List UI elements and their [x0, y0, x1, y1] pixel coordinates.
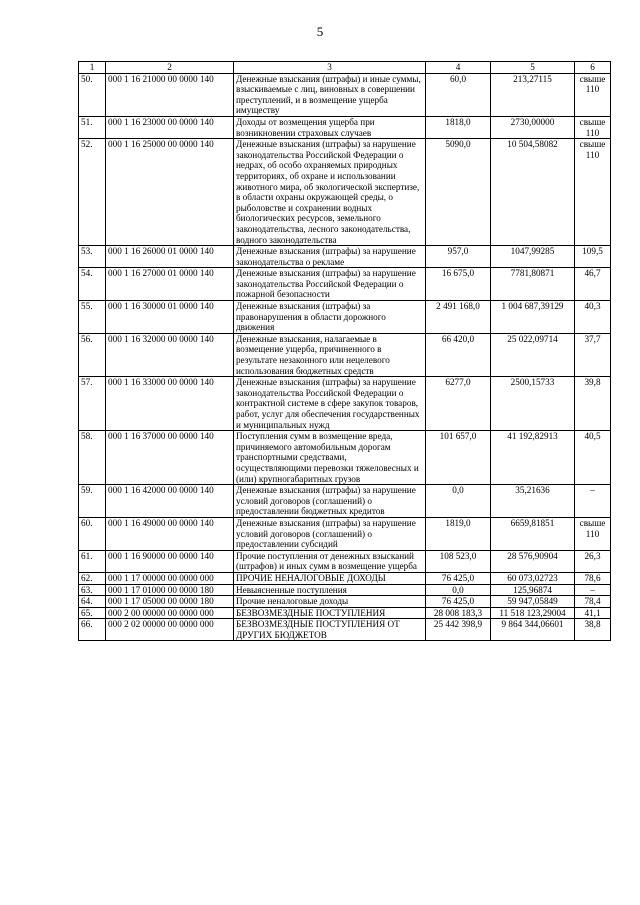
budget-code: 000 2 02 00000 00 0000 000 [106, 619, 234, 641]
row-number: 63. [79, 584, 106, 596]
table-row [79, 607, 611, 619]
execution-percent: 78,4 [575, 596, 611, 608]
planned-amount: 5090,0 [426, 139, 491, 246]
execution-percent: 41,1 [575, 607, 611, 619]
execution-percent: свыше 110 [575, 116, 611, 138]
budget-code: 000 1 16 26000 01 0000 140 [106, 246, 234, 268]
revenue-name: Прочие неналоговые доходы [234, 596, 426, 608]
execution-percent: – [575, 485, 611, 518]
table-row [79, 431, 611, 485]
revenue-name: Денежные взыскания (штрафы) за нарушение условий договоров (соглашений) о предоставлении бюджетных кредитов [234, 485, 426, 518]
row-number: 62. [79, 572, 106, 584]
actual-amount: 213,27115 [491, 73, 575, 116]
actual-amount: 1047,99285 [491, 246, 575, 268]
planned-amount: 0,0 [426, 485, 491, 518]
table-row [79, 268, 611, 301]
planned-amount: 76 425,0 [426, 572, 491, 584]
revenue-name: Невыясненные поступления [234, 584, 426, 596]
table-row [79, 73, 611, 116]
table-row [79, 584, 611, 596]
execution-percent: 26,3 [575, 550, 611, 572]
row-number: 53. [79, 246, 106, 268]
budget-code: 000 1 16 30000 01 0000 140 [106, 301, 234, 334]
planned-amount: 6277,0 [426, 377, 491, 431]
execution-percent: 37,7 [575, 333, 611, 376]
row-number: 61. [79, 550, 106, 572]
row-number: 56. [79, 333, 106, 376]
row-number: 52. [79, 139, 106, 246]
actual-amount: 59 947,05849 [491, 596, 575, 608]
execution-percent: 46,7 [575, 268, 611, 301]
revenue-name: Денежные взыскания (штрафы) за нарушение условий договоров (соглашений) о предоставлении субсидий [234, 517, 426, 550]
revenue-name: ПРОЧИЕ НЕНАЛОГОВЫЕ ДОХОДЫ [234, 572, 426, 584]
planned-amount: 957,0 [426, 246, 491, 268]
budget-code: 000 1 16 42000 00 0000 140 [106, 485, 234, 518]
budget-code: 000 1 17 01000 00 0000 180 [106, 584, 234, 596]
table-row [79, 517, 611, 550]
revenue-name: Денежные взыскания (штрафы) за нарушение законодательства Российской Федерации о недрах, об особо охраняемых природных территориях, об охране и использовании животного мира, об экологической экспертизе, в области охраны окружающей среды, о рыболовстве и сохранении водных биологических ресурсов, земельного законодательства, лесного законодательства, водного законодательства [234, 139, 426, 246]
column-header: 1 [79, 62, 106, 74]
planned-amount: 0,0 [426, 584, 491, 596]
revenue-name: Денежные взыскания (штрафы) за правонарушения в области дорожного движения [234, 301, 426, 334]
actual-amount: 35,21636 [491, 485, 575, 518]
row-number: 65. [79, 607, 106, 619]
row-number: 64. [79, 596, 106, 608]
planned-amount: 16 675,0 [426, 268, 491, 301]
revenue-name: Денежные взыскания, налагаемые в возмещение ущерба, причиненного в результате незаконного или нецелевого использования бюджетных средств [234, 333, 426, 376]
revenue-table [78, 61, 611, 641]
table-row [79, 596, 611, 608]
actual-amount: 7781,80871 [491, 268, 575, 301]
column-number-row [79, 62, 611, 74]
budget-code: 000 1 16 49000 00 0000 140 [106, 517, 234, 550]
actual-amount: 2500,15733 [491, 377, 575, 431]
revenue-name: Прочие поступления от денежных взысканий (штрафов) и иных сумм в возмещение ущерба [234, 550, 426, 572]
actual-amount: 28 576,90904 [491, 550, 575, 572]
row-number: 59. [79, 485, 106, 518]
table-row [79, 485, 611, 518]
column-header: 2 [106, 62, 234, 74]
revenue-name: Денежные взыскания (штрафы) за нарушение законодательства о рекламе [234, 246, 426, 268]
page-number: 5 [316, 24, 324, 39]
actual-amount: 60 073,02723 [491, 572, 575, 584]
execution-percent: – [575, 584, 611, 596]
revenue-name: Денежные взыскания (штрафы) за нарушение законодательства Российской Федерации о пожарной безопасности [234, 268, 426, 301]
revenue-name: Поступления сумм в возмещение вреда, причиняемого автомобильным дорогам транспортными средствами, осуществляющими перевозки тяжеловесных и (или) крупногабаритных грузов [234, 431, 426, 485]
table-row [79, 333, 611, 376]
budget-code: 000 1 16 33000 00 0000 140 [106, 377, 234, 431]
actual-amount: 2730,00000 [491, 116, 575, 138]
actual-amount: 9 864 344,06601 [491, 619, 575, 641]
budget-code: 000 1 16 21000 00 0000 140 [106, 73, 234, 116]
budget-code: 000 1 17 00000 00 0000 000 [106, 572, 234, 584]
revenue-name: Доходы от возмещения ущерба при возникновении страховых случаев [234, 116, 426, 138]
actual-amount: 6659,81851 [491, 517, 575, 550]
row-number: 51. [79, 116, 106, 138]
execution-percent: 40,3 [575, 301, 611, 334]
planned-amount: 1818,0 [426, 116, 491, 138]
planned-amount: 1819,0 [426, 517, 491, 550]
actual-amount: 125,96874 [491, 584, 575, 596]
planned-amount: 108 523,0 [426, 550, 491, 572]
row-number: 66. [79, 619, 106, 641]
budget-code: 000 1 16 90000 00 0000 140 [106, 550, 234, 572]
column-header: 6 [575, 62, 611, 74]
row-number: 60. [79, 517, 106, 550]
execution-percent: 78,6 [575, 572, 611, 584]
planned-amount: 60,0 [426, 73, 491, 116]
row-number: 55. [79, 301, 106, 334]
execution-percent: 38,8 [575, 619, 611, 641]
table-row [79, 116, 611, 138]
row-number: 57. [79, 377, 106, 431]
actual-amount: 41 192,82913 [491, 431, 575, 485]
table-row [79, 550, 611, 572]
planned-amount: 28 008 183,3 [426, 607, 491, 619]
execution-percent: 39,8 [575, 377, 611, 431]
budget-code: 000 1 17 05000 00 0000 180 [106, 596, 234, 608]
revenue-name: БЕЗВОЗМЕЗДНЫЕ ПОСТУПЛЕНИЯ ОТ ДРУГИХ БЮДЖЕТОВ [234, 619, 426, 641]
planned-amount: 76 425,0 [426, 596, 491, 608]
row-number: 58. [79, 431, 106, 485]
budget-code: 000 1 16 37000 00 0000 140 [106, 431, 234, 485]
budget-code: 000 2 00 00000 00 0000 000 [106, 607, 234, 619]
column-header: 5 [491, 62, 575, 74]
table-row [79, 139, 611, 246]
column-header: 4 [426, 62, 491, 74]
execution-percent: свыше 110 [575, 73, 611, 116]
row-number: 50. [79, 73, 106, 116]
planned-amount: 25 442 398,9 [426, 619, 491, 641]
budget-code: 000 1 16 25000 00 0000 140 [106, 139, 234, 246]
budget-code: 000 1 16 27000 01 0000 140 [106, 268, 234, 301]
actual-amount: 25 022,09714 [491, 333, 575, 376]
table-row [79, 301, 611, 334]
actual-amount: 1 004 687,39129 [491, 301, 575, 334]
revenue-name: Денежные взыскания (штрафы) и иные суммы, взыскиваемые с лиц, виновных в совершении преступлений, и в возмещение ущерба имуществу [234, 73, 426, 116]
budget-code: 000 1 16 32000 00 0000 140 [106, 333, 234, 376]
planned-amount: 2 491 168,0 [426, 301, 491, 334]
execution-percent: 40,5 [575, 431, 611, 485]
planned-amount: 101 657,0 [426, 431, 491, 485]
column-header: 3 [234, 62, 426, 74]
table-row [79, 619, 611, 641]
row-number: 54. [79, 268, 106, 301]
table-row [79, 377, 611, 431]
revenue-name: БЕЗВОЗМЕЗДНЫЕ ПОСТУПЛЕНИЯ [234, 607, 426, 619]
planned-amount: 66 420,0 [426, 333, 491, 376]
revenue-name: Денежные взыскания (штрафы) за нарушение законодательства Российской Федерации о контрактной системе в сфере закупок товаров, работ, услуг для обеспечения государственных и муниципальных нужд [234, 377, 426, 431]
budget-code: 000 1 16 23000 00 0000 140 [106, 116, 234, 138]
actual-amount: 11 518 123,29004 [491, 607, 575, 619]
table-row [79, 572, 611, 584]
execution-percent: 109,5 [575, 246, 611, 268]
execution-percent: свыше 110 [575, 517, 611, 550]
execution-percent: свыше 110 [575, 139, 611, 246]
actual-amount: 10 504,58082 [491, 139, 575, 246]
table-row [79, 246, 611, 268]
